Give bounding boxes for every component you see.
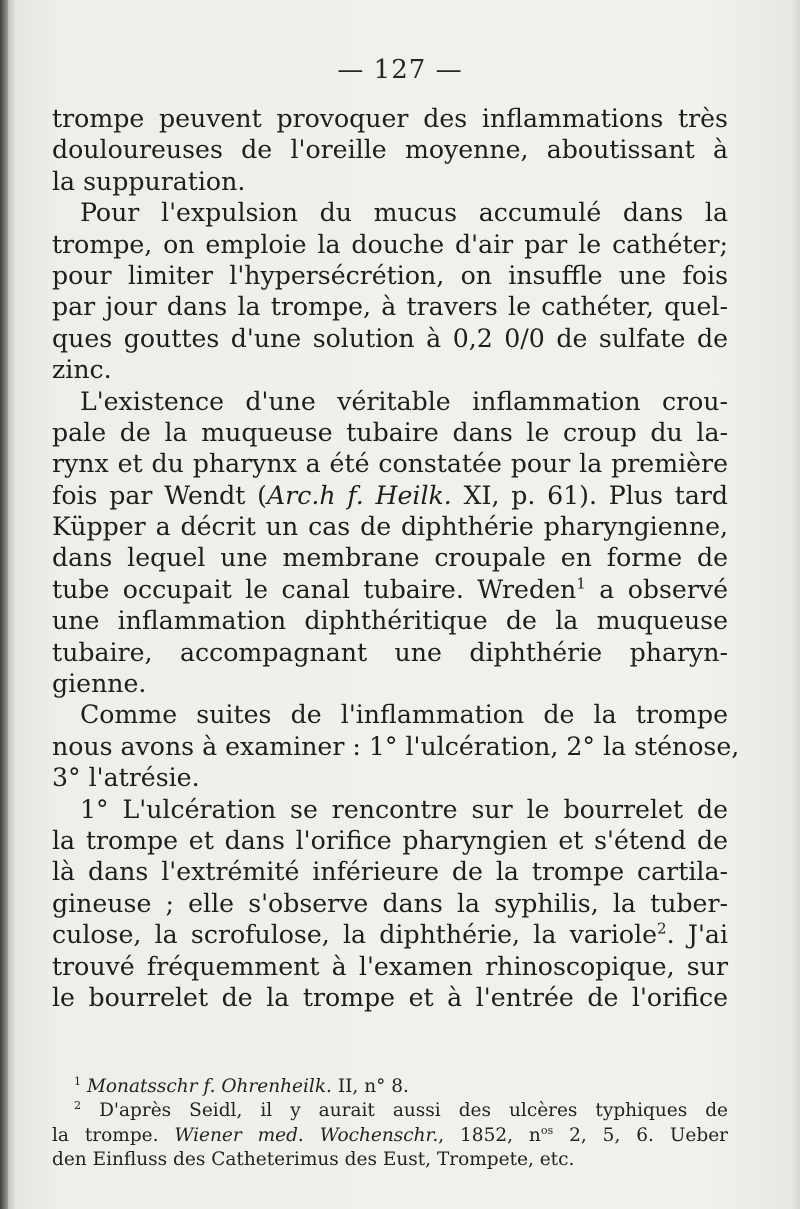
text-line: Küpper a décrit un cas de diphthérie pharyngienne,: [52, 512, 728, 542]
text-line: une inflammation diphthéritique de la muqueuse: [52, 606, 728, 636]
text-line: là dans l'extrémité inférieure de la trompe cartila-: [52, 857, 728, 887]
footnote-text: II, n° 8.: [331, 1076, 409, 1097]
text-line: par jour dans la trompe, à travers le cathéter, quel-: [52, 292, 728, 322]
text-line: 3° l'atrésie.: [52, 763, 200, 793]
text-line: pale de la muqueuse tubaire dans le croup du la-: [52, 417, 728, 447]
text-line: la trompe et dans l'orifice pharyngien et s'étend de: [52, 825, 728, 855]
text-fragment: fois par Wendt (: [52, 480, 267, 510]
text-line: la suppuration.: [52, 166, 246, 196]
text-line: [52, 574, 728, 605]
text-line: pour limiter l'hypersécrétion, on insuffle une fois: [52, 260, 728, 290]
text-line: gienne.: [52, 669, 147, 699]
body-text: [52, 103, 740, 1013]
footnote-2-line: den Einfluss des Catheterimus des Eust, Trompete, etc.: [52, 1149, 575, 1171]
text-fragment: a observé: [585, 574, 728, 604]
footnote-ref-2: 2: [657, 919, 667, 938]
text-fragment: XI, p. 61). Plus tard: [451, 480, 729, 510]
text-line: douloureuses de l'oreille moyenne, aboutissant à: [52, 135, 728, 165]
text-line: L'existence d'une véritable inflammation crou-: [80, 386, 728, 416]
footnote-mark: 2: [74, 1099, 82, 1113]
footnote-text: , 1852, n: [438, 1124, 541, 1146]
footnote-text: 2, 5, 6. Ueber: [553, 1124, 728, 1146]
text-line: tubaire, accompagnant une diphthérie pharyn-: [52, 637, 728, 667]
text-line: trouvé fréquemment à l'examen rhinoscopique, sur: [52, 951, 728, 981]
text-line: Comme suites de l'inflammation de la trompe: [80, 700, 728, 730]
footnote-text: D'après Seidl, il y aurait aussi des ulcères typhiques de: [81, 1100, 728, 1122]
footnote-2-line: [52, 1124, 728, 1148]
page-number: — 127 —: [337, 55, 463, 85]
footnote-ref-1: 1: [576, 574, 586, 593]
text-line: 1° L'ulcération se rencontre sur le bourrelet de: [80, 794, 728, 824]
text-line: trompe peuvent provoquer des inflammations très: [52, 104, 728, 133]
footnote-2: [52, 1099, 728, 1123]
text-fragment: tube occupait le canal tubaire. Wreden: [52, 574, 577, 604]
footnote-journal: Monatsschr f. Ohrenheilk.: [86, 1076, 332, 1097]
text-line: gineuse ; elle s'observe dans la syphilis, la tuber-: [52, 888, 728, 918]
text-line: ques gouttes d'une solution à 0,2 0/0 de sulfate de: [52, 323, 728, 353]
page-binding-shadow: [0, 0, 8, 1209]
text-line: Pour l'expulsion du mucus accumulé dans la: [80, 198, 728, 228]
text-line: zinc.: [52, 355, 112, 385]
footnote-journal: Wiener med. Wochenschr.: [174, 1124, 439, 1146]
footnote-1: [52, 1075, 728, 1099]
text-line: nous avons à examiner : 1° l'ulcération, 2° la sténose,: [52, 731, 740, 761]
footnotes: [52, 1075, 728, 1173]
text-line: trompe, on emploie la douche d'air par le cathéter;: [52, 229, 728, 259]
footnote-mark: 1: [74, 1074, 82, 1088]
footnote-text: la trompe.: [52, 1124, 175, 1146]
text-line: rynx et du pharynx a été constatée pour la première: [52, 449, 728, 479]
text-line: le bourrelet de la trompe et à l'entrée de l'orifice: [52, 982, 728, 1012]
text-line: [52, 919, 728, 950]
text-fragment: culose, la scrofulose, la diphthérie, la variole: [52, 920, 658, 950]
text-fragment: . J'ai: [666, 920, 728, 950]
citation-journal: Arc.h f. Heilk.: [267, 480, 452, 510]
text-line: [52, 480, 728, 511]
text-line: dans lequel une membrane croupale en forme de: [52, 543, 728, 573]
footnote-sup: os: [540, 1123, 554, 1137]
